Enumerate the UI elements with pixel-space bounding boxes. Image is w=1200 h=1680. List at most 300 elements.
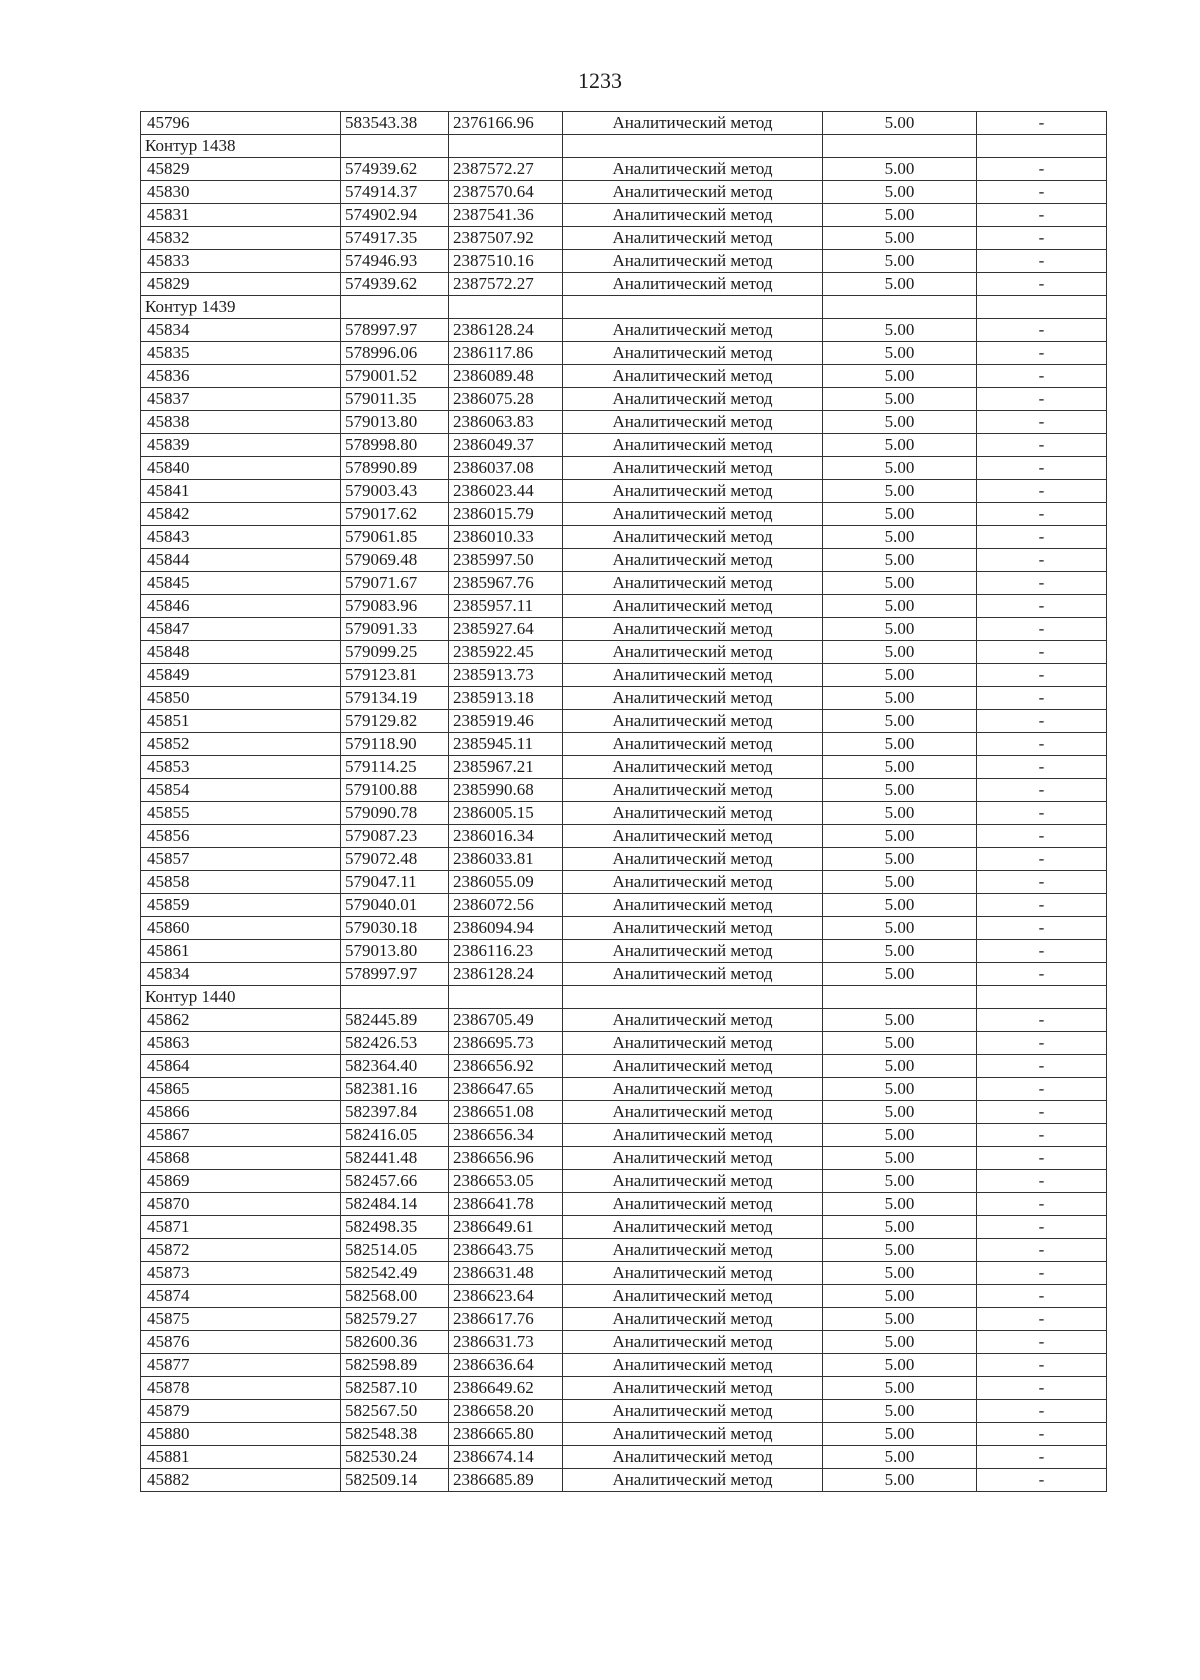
point-id-cell: 45857 [141,848,341,871]
method-cell: Аналитический метод [563,388,823,411]
x-coordinate-cell: 582598.89 [341,1354,449,1377]
method-cell: Аналитический метод [563,1055,823,1078]
x-coordinate-cell: 582364.40 [341,1055,449,1078]
point-id-cell: 45866 [141,1101,341,1124]
accuracy-cell: 5.00 [823,434,977,457]
note-cell: - [977,1032,1107,1055]
y-coordinate-cell: 2386631.73 [449,1331,563,1354]
point-id-cell: 45840 [141,457,341,480]
accuracy-cell: 5.00 [823,1262,977,1285]
method-cell: Аналитический метод [563,1170,823,1193]
y-coordinate-cell: 2386649.61 [449,1216,563,1239]
point-id-cell: 45860 [141,917,341,940]
point-id-cell: 45869 [141,1170,341,1193]
point-id-cell: 45875 [141,1308,341,1331]
empty-cell [977,986,1107,1009]
point-id-cell: 45842 [141,503,341,526]
note-cell: - [977,1354,1107,1377]
empty-cell [341,986,449,1009]
method-cell: Аналитический метод [563,480,823,503]
y-coordinate-cell: 2386015.79 [449,503,563,526]
table-row [141,1400,1107,1423]
y-coordinate-cell: 2385967.76 [449,572,563,595]
x-coordinate-cell: 582542.49 [341,1262,449,1285]
accuracy-cell: 5.00 [823,411,977,434]
note-cell: - [977,503,1107,526]
table-row [141,1354,1107,1377]
x-coordinate-cell: 579040.01 [341,894,449,917]
note-cell: - [977,1469,1107,1492]
method-cell: Аналитический метод [563,756,823,779]
note-cell: - [977,1124,1107,1147]
x-coordinate-cell: 579072.48 [341,848,449,871]
x-coordinate-cell: 579001.52 [341,365,449,388]
point-id-cell: 45796 [141,112,341,135]
accuracy-cell: 5.00 [823,526,977,549]
table-row [141,158,1107,181]
table-row [141,779,1107,802]
note-cell: - [977,1331,1107,1354]
x-coordinate-cell: 579100.88 [341,779,449,802]
point-id-cell: 45846 [141,595,341,618]
note-cell: - [977,664,1107,687]
table-row [141,388,1107,411]
note-cell: - [977,1377,1107,1400]
method-cell: Аналитический метод [563,181,823,204]
note-cell: - [977,1170,1107,1193]
point-id-cell: 45837 [141,388,341,411]
point-id-cell: 45838 [141,411,341,434]
y-coordinate-cell: 2376166.96 [449,112,563,135]
accuracy-cell: 5.00 [823,825,977,848]
accuracy-cell: 5.00 [823,1055,977,1078]
y-coordinate-cell: 2386055.09 [449,871,563,894]
note-cell: - [977,802,1107,825]
accuracy-cell: 5.00 [823,1124,977,1147]
table-row [141,825,1107,848]
point-id-cell: 45876 [141,1331,341,1354]
accuracy-cell: 5.00 [823,1354,977,1377]
empty-cell [449,296,563,319]
y-coordinate-cell: 2386656.96 [449,1147,563,1170]
x-coordinate-cell: 582600.36 [341,1331,449,1354]
method-cell: Аналитический метод [563,1101,823,1124]
method-cell: Аналитический метод [563,526,823,549]
y-coordinate-cell: 2385927.64 [449,618,563,641]
x-coordinate-cell: 582530.24 [341,1446,449,1469]
accuracy-cell: 5.00 [823,319,977,342]
y-coordinate-cell: 2386658.20 [449,1400,563,1423]
table-row [141,181,1107,204]
x-coordinate-cell: 574917.35 [341,227,449,250]
method-cell: Аналитический метод [563,825,823,848]
x-coordinate-cell: 579047.11 [341,871,449,894]
x-coordinate-cell: 574902.94 [341,204,449,227]
note-cell: - [977,848,1107,871]
point-id-cell: 45830 [141,181,341,204]
y-coordinate-cell: 2386033.81 [449,848,563,871]
method-cell: Аналитический метод [563,1147,823,1170]
x-coordinate-cell: 578997.97 [341,319,449,342]
x-coordinate-cell: 582568.00 [341,1285,449,1308]
accuracy-cell: 5.00 [823,1170,977,1193]
accuracy-cell: 5.00 [823,733,977,756]
point-id-cell: 45863 [141,1032,341,1055]
accuracy-cell: 5.00 [823,848,977,871]
table-row [141,480,1107,503]
accuracy-cell: 5.00 [823,1032,977,1055]
table-row [141,1009,1107,1032]
point-id-cell: 45832 [141,227,341,250]
point-id-cell: 45835 [141,342,341,365]
y-coordinate-cell: 2386651.08 [449,1101,563,1124]
note-cell: - [977,710,1107,733]
accuracy-cell: 5.00 [823,388,977,411]
accuracy-cell: 5.00 [823,1147,977,1170]
accuracy-cell: 5.00 [823,618,977,641]
table-row [141,1147,1107,1170]
y-coordinate-cell: 2385967.21 [449,756,563,779]
table-row [141,1124,1107,1147]
point-id-cell: 45829 [141,273,341,296]
point-id-cell: 45848 [141,641,341,664]
x-coordinate-cell: 579013.80 [341,940,449,963]
x-coordinate-cell: 582426.53 [341,1032,449,1055]
accuracy-cell: 5.00 [823,1423,977,1446]
table-row [141,641,1107,664]
method-cell: Аналитический метод [563,503,823,526]
method-cell: Аналитический метод [563,1377,823,1400]
x-coordinate-cell: 579011.35 [341,388,449,411]
method-cell: Аналитический метод [563,1446,823,1469]
y-coordinate-cell: 2386023.44 [449,480,563,503]
y-coordinate-cell: 2385945.11 [449,733,563,756]
contour-header-row [141,986,1107,1009]
x-coordinate-cell: 582397.84 [341,1101,449,1124]
x-coordinate-cell: 579099.25 [341,641,449,664]
table-row [141,457,1107,480]
table-row [141,503,1107,526]
method-cell: Аналитический метод [563,664,823,687]
table-row [141,1446,1107,1469]
point-id-cell: 45847 [141,618,341,641]
x-coordinate-cell: 582514.05 [341,1239,449,1262]
point-id-cell: 45858 [141,871,341,894]
method-cell: Аналитический метод [563,1308,823,1331]
point-id-cell: 45882 [141,1469,341,1492]
note-cell: - [977,1262,1107,1285]
empty-cell [341,296,449,319]
point-id-cell: 45855 [141,802,341,825]
point-id-cell: 45845 [141,572,341,595]
method-cell: Аналитический метод [563,1124,823,1147]
method-cell: Аналитический метод [563,204,823,227]
point-id-cell: 45864 [141,1055,341,1078]
method-cell: Аналитический метод [563,549,823,572]
point-id-cell: 45844 [141,549,341,572]
note-cell: - [977,365,1107,388]
accuracy-cell: 5.00 [823,1446,977,1469]
note-cell: - [977,595,1107,618]
table-row [141,894,1107,917]
accuracy-cell: 5.00 [823,1239,977,1262]
note-cell: - [977,871,1107,894]
table-row [141,1239,1107,1262]
accuracy-cell: 5.00 [823,802,977,825]
y-coordinate-cell: 2387572.27 [449,273,563,296]
note-cell: - [977,825,1107,848]
accuracy-cell: 5.00 [823,342,977,365]
table-row [141,526,1107,549]
y-coordinate-cell: 2386010.33 [449,526,563,549]
x-coordinate-cell: 582579.27 [341,1308,449,1331]
note-cell: - [977,158,1107,181]
accuracy-cell: 5.00 [823,1101,977,1124]
method-cell: Аналитический метод [563,848,823,871]
accuracy-cell: 5.00 [823,595,977,618]
x-coordinate-cell: 582567.50 [341,1400,449,1423]
accuracy-cell: 5.00 [823,227,977,250]
method-cell: Аналитический метод [563,1216,823,1239]
point-id-cell: 45829 [141,158,341,181]
empty-cell [563,135,823,158]
empty-cell [449,135,563,158]
y-coordinate-cell: 2386631.48 [449,1262,563,1285]
table-row [141,204,1107,227]
method-cell: Аналитический метод [563,1032,823,1055]
table-row [141,1308,1107,1331]
y-coordinate-cell: 2386063.83 [449,411,563,434]
table-row [141,1331,1107,1354]
note-cell: - [977,641,1107,664]
accuracy-cell: 5.00 [823,572,977,595]
y-coordinate-cell: 2385919.46 [449,710,563,733]
x-coordinate-cell: 579087.23 [341,825,449,848]
point-id-cell: 45851 [141,710,341,733]
note-cell: - [977,273,1107,296]
point-id-cell: 45850 [141,687,341,710]
table-row [141,227,1107,250]
method-cell: Аналитический метод [563,1009,823,1032]
method-cell: Аналитический метод [563,1400,823,1423]
note-cell: - [977,434,1107,457]
accuracy-cell: 5.00 [823,664,977,687]
method-cell: Аналитический метод [563,802,823,825]
empty-cell [823,986,977,1009]
table-row [141,963,1107,986]
method-cell: Аналитический метод [563,618,823,641]
point-id-cell: 45868 [141,1147,341,1170]
contour-label: Контур 1440 [141,986,341,1009]
y-coordinate-cell: 2386705.49 [449,1009,563,1032]
accuracy-cell: 5.00 [823,894,977,917]
method-cell: Аналитический метод [563,1285,823,1308]
note-cell: - [977,1423,1107,1446]
note-cell: - [977,250,1107,273]
y-coordinate-cell: 2386685.89 [449,1469,563,1492]
table-body [141,112,1107,1492]
x-coordinate-cell: 582445.89 [341,1009,449,1032]
x-coordinate-cell: 574939.62 [341,158,449,181]
table-row [141,687,1107,710]
y-coordinate-cell: 2386647.65 [449,1078,563,1101]
note-cell: - [977,227,1107,250]
x-coordinate-cell: 579017.62 [341,503,449,526]
point-id-cell: 45878 [141,1377,341,1400]
table-row [141,756,1107,779]
note-cell: - [977,1147,1107,1170]
y-coordinate-cell: 2386128.24 [449,319,563,342]
accuracy-cell: 5.00 [823,1216,977,1239]
x-coordinate-cell: 574914.37 [341,181,449,204]
accuracy-cell: 5.00 [823,1308,977,1331]
y-coordinate-cell: 2386128.24 [449,963,563,986]
method-cell: Аналитический метод [563,641,823,664]
x-coordinate-cell: 578998.80 [341,434,449,457]
accuracy-cell: 5.00 [823,250,977,273]
note-cell: - [977,779,1107,802]
point-id-cell: 45880 [141,1423,341,1446]
table-row [141,802,1107,825]
y-coordinate-cell: 2386089.48 [449,365,563,388]
x-coordinate-cell: 579013.80 [341,411,449,434]
table-row [141,710,1107,733]
method-cell: Аналитический метод [563,940,823,963]
note-cell: - [977,342,1107,365]
note-cell: - [977,204,1107,227]
note-cell: - [977,963,1107,986]
y-coordinate-cell: 2386674.14 [449,1446,563,1469]
table-row [141,1078,1107,1101]
method-cell: Аналитический метод [563,1331,823,1354]
table-row [141,664,1107,687]
method-cell: Аналитический метод [563,595,823,618]
x-coordinate-cell: 579030.18 [341,917,449,940]
accuracy-cell: 5.00 [823,1377,977,1400]
point-id-cell: 45872 [141,1239,341,1262]
x-coordinate-cell: 579090.78 [341,802,449,825]
note-cell: - [977,1101,1107,1124]
method-cell: Аналитический метод [563,1239,823,1262]
y-coordinate-cell: 2385990.68 [449,779,563,802]
note-cell: - [977,549,1107,572]
y-coordinate-cell: 2386117.86 [449,342,563,365]
x-coordinate-cell: 579134.19 [341,687,449,710]
method-cell: Аналитический метод [563,687,823,710]
table-row [141,549,1107,572]
y-coordinate-cell: 2386643.75 [449,1239,563,1262]
y-coordinate-cell: 2385957.11 [449,595,563,618]
table-row [141,1032,1107,1055]
table-row [141,733,1107,756]
accuracy-cell: 5.00 [823,1285,977,1308]
table-row [141,595,1107,618]
accuracy-cell: 5.00 [823,273,977,296]
accuracy-cell: 5.00 [823,756,977,779]
table-row [141,1262,1107,1285]
accuracy-cell: 5.00 [823,365,977,388]
y-coordinate-cell: 2386037.08 [449,457,563,480]
x-coordinate-cell: 579129.82 [341,710,449,733]
y-coordinate-cell: 2386116.23 [449,940,563,963]
y-coordinate-cell: 2385913.18 [449,687,563,710]
note-cell: - [977,572,1107,595]
y-coordinate-cell: 2385913.73 [449,664,563,687]
point-id-cell: 45836 [141,365,341,388]
y-coordinate-cell: 2386649.62 [449,1377,563,1400]
method-cell: Аналитический метод [563,434,823,457]
point-id-cell: 45862 [141,1009,341,1032]
x-coordinate-cell: 582457.66 [341,1170,449,1193]
accuracy-cell: 5.00 [823,112,977,135]
point-id-cell: 45856 [141,825,341,848]
x-coordinate-cell: 582381.16 [341,1078,449,1101]
table-row [141,871,1107,894]
accuracy-cell: 5.00 [823,549,977,572]
note-cell: - [977,1216,1107,1239]
x-coordinate-cell: 582416.05 [341,1124,449,1147]
x-coordinate-cell: 579061.85 [341,526,449,549]
contour-header-row [141,296,1107,319]
accuracy-cell: 5.00 [823,871,977,894]
table-row [141,1423,1107,1446]
empty-cell [449,986,563,1009]
table-row [141,411,1107,434]
table-row [141,1193,1107,1216]
x-coordinate-cell: 582441.48 [341,1147,449,1170]
y-coordinate-cell: 2386665.80 [449,1423,563,1446]
accuracy-cell: 5.00 [823,963,977,986]
accuracy-cell: 5.00 [823,480,977,503]
accuracy-cell: 5.00 [823,687,977,710]
contour-label: Контур 1439 [141,296,341,319]
table-row [141,1469,1107,1492]
note-cell: - [977,687,1107,710]
point-id-cell: 45877 [141,1354,341,1377]
method-cell: Аналитический метод [563,158,823,181]
y-coordinate-cell: 2386656.34 [449,1124,563,1147]
table-row [141,848,1107,871]
method-cell: Аналитический метод [563,227,823,250]
empty-cell [823,135,977,158]
x-coordinate-cell: 574946.93 [341,250,449,273]
x-coordinate-cell: 578997.97 [341,963,449,986]
point-id-cell: 45834 [141,963,341,986]
method-cell: Аналитический метод [563,1262,823,1285]
table-row [141,917,1107,940]
note-cell: - [977,1400,1107,1423]
method-cell: Аналитический метод [563,1469,823,1492]
point-id-cell: 45873 [141,1262,341,1285]
page-number: 1233 [578,68,622,93]
accuracy-cell: 5.00 [823,1469,977,1492]
point-id-cell: 45865 [141,1078,341,1101]
method-cell: Аналитический метод [563,411,823,434]
note-cell: - [977,756,1107,779]
note-cell: - [977,1055,1107,1078]
x-coordinate-cell: 579123.81 [341,664,449,687]
note-cell: - [977,1308,1107,1331]
method-cell: Аналитический метод [563,917,823,940]
method-cell: Аналитический метод [563,1078,823,1101]
y-coordinate-cell: 2386016.34 [449,825,563,848]
empty-cell [563,296,823,319]
y-coordinate-cell: 2386636.64 [449,1354,563,1377]
note-cell: - [977,319,1107,342]
table-row [141,250,1107,273]
x-coordinate-cell: 579091.33 [341,618,449,641]
method-cell: Аналитический метод [563,273,823,296]
